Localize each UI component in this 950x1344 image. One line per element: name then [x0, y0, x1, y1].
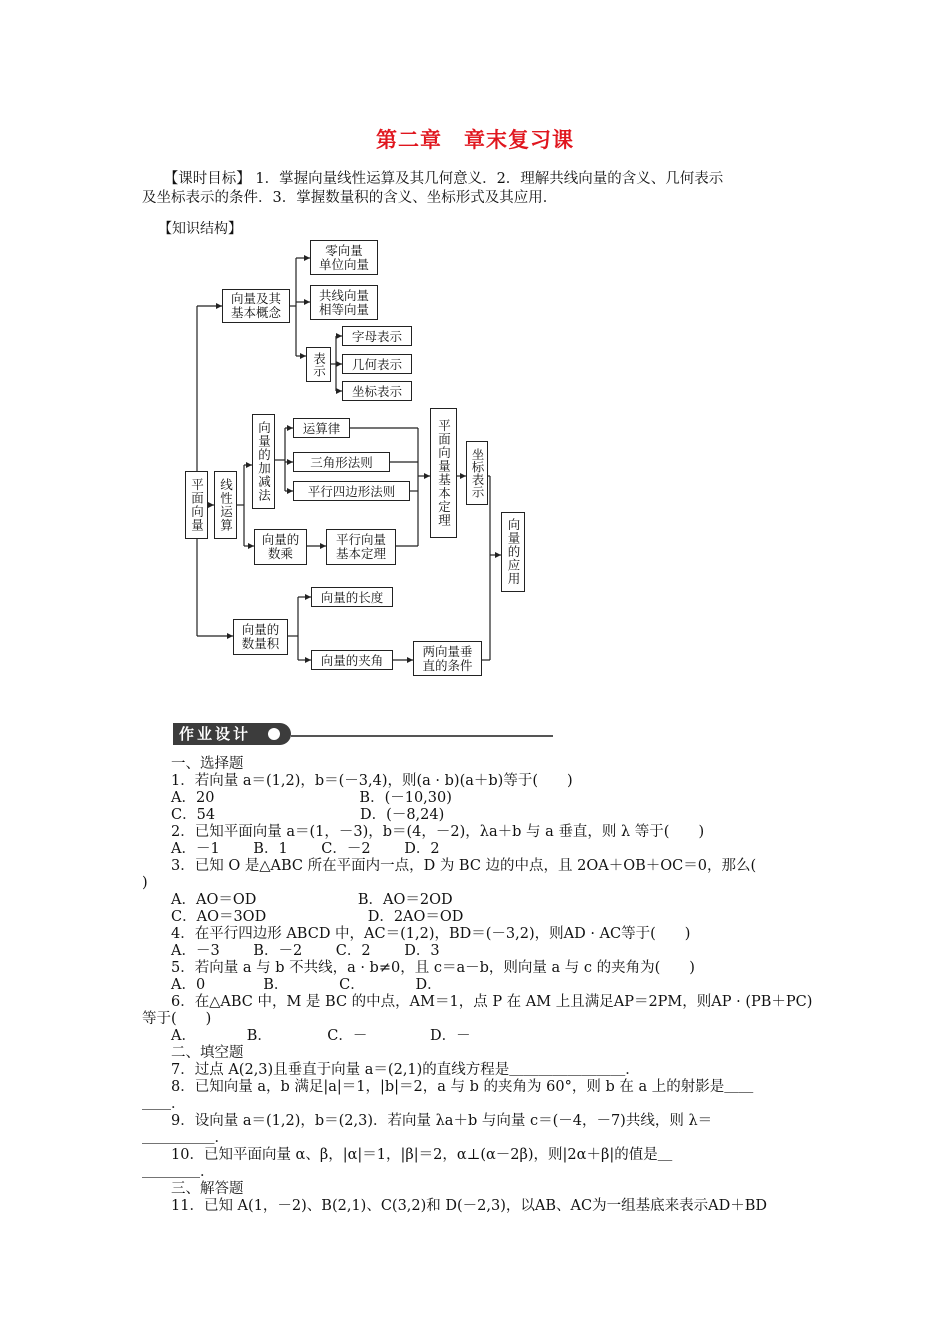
- node-vector-length: 向量的长度: [311, 587, 393, 607]
- question-line: 1．若向量 a＝(1,2)，b＝(－3,4)，则(a · b)(a＋b)等于( ): [142, 773, 573, 789]
- question-line: 等于( ): [142, 1011, 212, 1027]
- node-geometric-representation: 几何表示: [342, 354, 412, 374]
- node-perpendicular-condition: 两向量垂 直的条件: [413, 641, 482, 676]
- question-line: 7．过点 A(2,3)且垂直于向量 a＝(2,1)的直线方程是＿＿＿＿＿＿＿＿．: [142, 1062, 640, 1078]
- question-line: 8．已知向量 a，b 满足|a|＝1，|b|＝2，a 与 b 的夹角为 60°，则 b 在 a 上的射影是＿＿: [142, 1079, 754, 1095]
- node-scalar-multiplication: 向量的 数乘: [254, 529, 307, 565]
- question-line: 2．已知平面向量 a＝(1，－3)，b＝(4，－2)，λa＋b 与 a 垂直，则 λ 等于( ): [142, 824, 705, 840]
- question-line: 4．在平行四边形 ABCD 中，AC＝(1,2)，BD＝(－3,2)，则AD · AC等于( ): [142, 926, 691, 942]
- question-line: 9．设向量 a＝(1,2)，b＝(2,3)．若向量 λa＋b 与向量 c＝(－4，－7)共线，则 λ＝: [142, 1113, 713, 1129]
- question-line: A．－3 B．－2 C．2 D．3: [142, 943, 440, 959]
- intro-line-1: 【课时目标】 1．掌握向量线性运算及其几何意义．2．理解共线向量的含义、几何表示: [142, 171, 724, 187]
- question-line: 3．已知 O 是△ABC 所在平面内一点，D 为 BC 边的中点，且 2OA＋OB＋OC＝0，那么(: [142, 858, 757, 874]
- node-parallel-vector-theorem: 平行向量 基本定理: [326, 529, 396, 565]
- homework-header-rule: [291, 735, 553, 737]
- node-collinear-equal-vector: 共线向量 相等向量: [310, 285, 378, 320]
- node-triangle-rule: 三角形法则: [293, 452, 390, 472]
- node-zero-unit-vector: 零向量 单位向量: [310, 240, 378, 275]
- node-dot-product: 向量的 数量积: [233, 619, 288, 655]
- question-line: ＿＿．: [142, 1096, 186, 1112]
- page-title: 第二章 章末复习课: [376, 128, 574, 152]
- node-vector-application: 向量的应用: [501, 512, 525, 592]
- node-add-subtract: 向量的加减法: [252, 414, 275, 509]
- node-basic-concepts: 向量及其 基本概念: [222, 289, 290, 323]
- section-heading: 一、选择题: [142, 756, 244, 772]
- question-line: 10．已知平面向量 α、β，|α|＝1，|β|＝2，α⊥(α－2β)，则|2α＋β|的值是＿: [142, 1147, 673, 1163]
- question-line: ＿＿＿＿＿．: [142, 1130, 229, 1146]
- knowledge-structure-label: 【知识结构】: [158, 221, 242, 237]
- node-linear-operations: 线性运算: [214, 471, 237, 539]
- question-line: A． B． C．－ D．－: [142, 1028, 471, 1044]
- question-line: 11．已知 A(1，－2)、B(2,1)、C(3,2)和 D(－2,3)，以AB、AC为一组基底来表示AD＋BD: [142, 1198, 767, 1214]
- node-coordinate-form: 坐标表示: [466, 441, 488, 505]
- section-heading: 三、解答题: [142, 1181, 244, 1197]
- section-heading: 二、填空题: [142, 1045, 244, 1061]
- node-plane-vector-basic-theorem: 平面向量基本定理: [430, 408, 457, 538]
- node-plane-vector: 平面向量: [185, 471, 208, 539]
- intro-line-2: 及坐标表示的条件．3．掌握数量积的含义、坐标形式及其应用．: [142, 190, 558, 206]
- homework-header: 作业设计: [173, 723, 291, 745]
- question-line: 5．若向量 a 与 b 不共线，a · b≠0，且 c＝a－b，则向量 a 与 c 的夹角为( ): [142, 960, 695, 976]
- node-representation: 表示: [306, 347, 331, 382]
- question-line: C．AO＝3OD D．2AO＝OD: [142, 909, 464, 925]
- node-parallelogram-rule: 平行四边形法则: [293, 481, 410, 501]
- question-line: 6．在△ABC 中，M 是 BC 的中点，AM＝1，点 P 在 AM 上且满足AP＝2PM，则AP · (PB＋PC): [142, 994, 813, 1010]
- question-line: ): [142, 875, 148, 891]
- homework-header-dot: [268, 728, 280, 740]
- question-line: A．AO＝OD B．AO＝2OD: [142, 892, 453, 908]
- node-letter-representation: 字母表示: [342, 326, 412, 346]
- question-line: A．0 B． C． D．: [142, 977, 442, 993]
- question-line: A．20 B．(－10,30): [142, 790, 452, 806]
- node-operation-laws: 运算律: [293, 418, 350, 438]
- question-line: A．－1 B．1 C．－2 D．2: [142, 841, 440, 857]
- question-line: C．54 D．(－8,24): [142, 807, 445, 823]
- question-line: ＿＿＿＿．: [142, 1164, 215, 1180]
- node-coordinate-representation: 坐标表示: [342, 381, 412, 401]
- node-vector-angle: 向量的夹角: [311, 650, 393, 670]
